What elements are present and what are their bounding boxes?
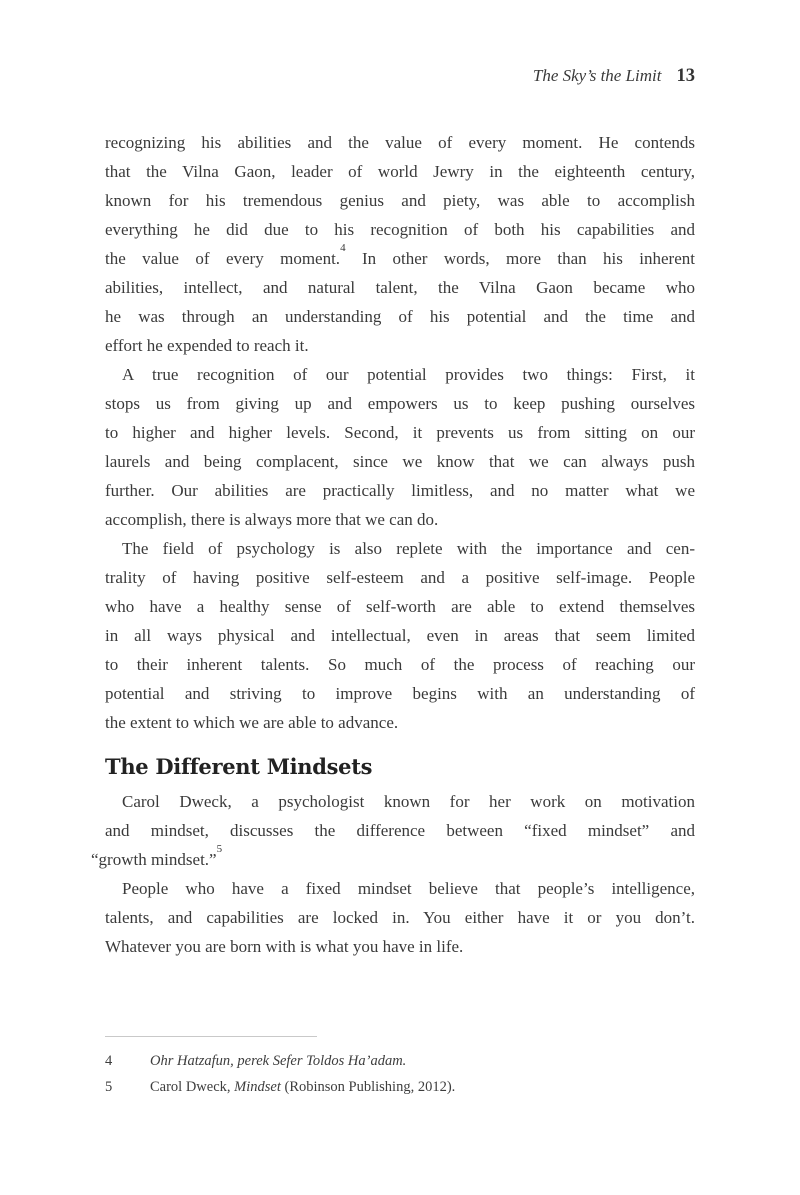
text-line: accomplish, there is always more that we can do.: [105, 510, 439, 529]
page-number: 13: [676, 66, 695, 86]
footnote-number: 5: [105, 1079, 113, 1095]
footnote-publisher: (Robinson Publishing, 2012).: [280, 1079, 456, 1095]
footnote-author: Carol Dweck,: [150, 1079, 235, 1095]
text-line: to higher and higher levels. Second, it prevents us from sitting on our: [105, 423, 695, 442]
text-line: [91, 843, 695, 874]
text-line: everything he did due to his recognition of both his capabilities and: [105, 220, 695, 239]
footnote-marker: 5: [216, 843, 223, 856]
text-line: effort he expended to reach it.: [105, 336, 309, 355]
paragraph: [105, 128, 695, 360]
text-line: abilities, intellect, and natural talent, the Vilna Gaon became who: [105, 278, 695, 297]
running-head: [533, 66, 695, 87]
footnote-text: [150, 1074, 695, 1100]
text-line: Whatever you are born with is what you have in life.: [105, 937, 464, 956]
footnote-text: [150, 1048, 695, 1074]
text-line: the extent to which we are able to advance.: [105, 713, 399, 732]
footnote-marker: 4: [340, 242, 346, 255]
text-line: A true recognition of our potential provides two things: First, it: [122, 365, 695, 384]
text-line: to their inherent talents. So much of the process of reaching our: [105, 655, 695, 674]
chapter-title: The Sky’s the Limit: [532, 66, 662, 85]
text-line: Carol Dweck, a psychologist known for her work on motivation: [122, 792, 695, 811]
text-segment: “growth mindset.”: [91, 850, 217, 869]
text-line: trality of having positive self-esteem and a positive self-image. People: [105, 568, 695, 587]
text-line: he was through an understanding of his potential and the time and: [105, 307, 695, 326]
section-heading: The Different Mindsets: [105, 754, 373, 779]
text-segment: In other words, more than his inherent: [345, 249, 695, 268]
text-line: People who have a fixed mindset believe that people’s intelligence,: [122, 879, 695, 898]
text-line: and mindset, discusses the difference between “fixed mindset” and: [105, 821, 695, 840]
text-line: that the Vilna Gaon, leader of world Jewry in the eighteenth century,: [105, 162, 695, 181]
text-line: stops us from giving up and empowers us to keep pushing ourselves: [105, 394, 695, 413]
text-line: recognizing his abilities and the value of every moment. He contends: [105, 133, 695, 152]
paragraph: [105, 534, 695, 737]
footnotes: [105, 1036, 695, 1100]
footnote-number: 4: [105, 1053, 113, 1069]
footnote: [105, 1074, 695, 1100]
paragraph: [91, 787, 695, 874]
text-line: in all ways physical and intellectual, even in areas that seem limited: [105, 626, 695, 645]
footnote-citation: Ohr Hatzafun, perek Sefer Toldos Ha’adam.: [150, 1053, 407, 1069]
text-line: The field of psychology is also replete with the importance and cen-: [122, 539, 695, 558]
text-line: known for his tremendous genius and piety, was able to accomplish: [105, 191, 695, 210]
paragraph: [105, 360, 695, 534]
text-line: potential and striving to improve begins with an understanding of: [105, 684, 695, 703]
paragraph: [105, 874, 695, 961]
text-line: further. Our abilities are practically limitless, and no matter what we: [105, 481, 695, 500]
text-segment: the value of every moment.: [105, 249, 341, 268]
text-line: who have a healthy sense of self-worth are able to extend themselves: [105, 597, 695, 616]
body-text: [91, 128, 695, 961]
footnote: [105, 1048, 695, 1074]
footnote-book-title: Mindset: [234, 1079, 281, 1095]
text-line: talents, and capabilities are locked in. You either have it or you don’t.: [105, 908, 695, 927]
text-line: laurels and being complacent, since we know that we can always push: [105, 452, 695, 471]
footnote-separator: [105, 1036, 317, 1037]
text-line: [105, 244, 695, 273]
